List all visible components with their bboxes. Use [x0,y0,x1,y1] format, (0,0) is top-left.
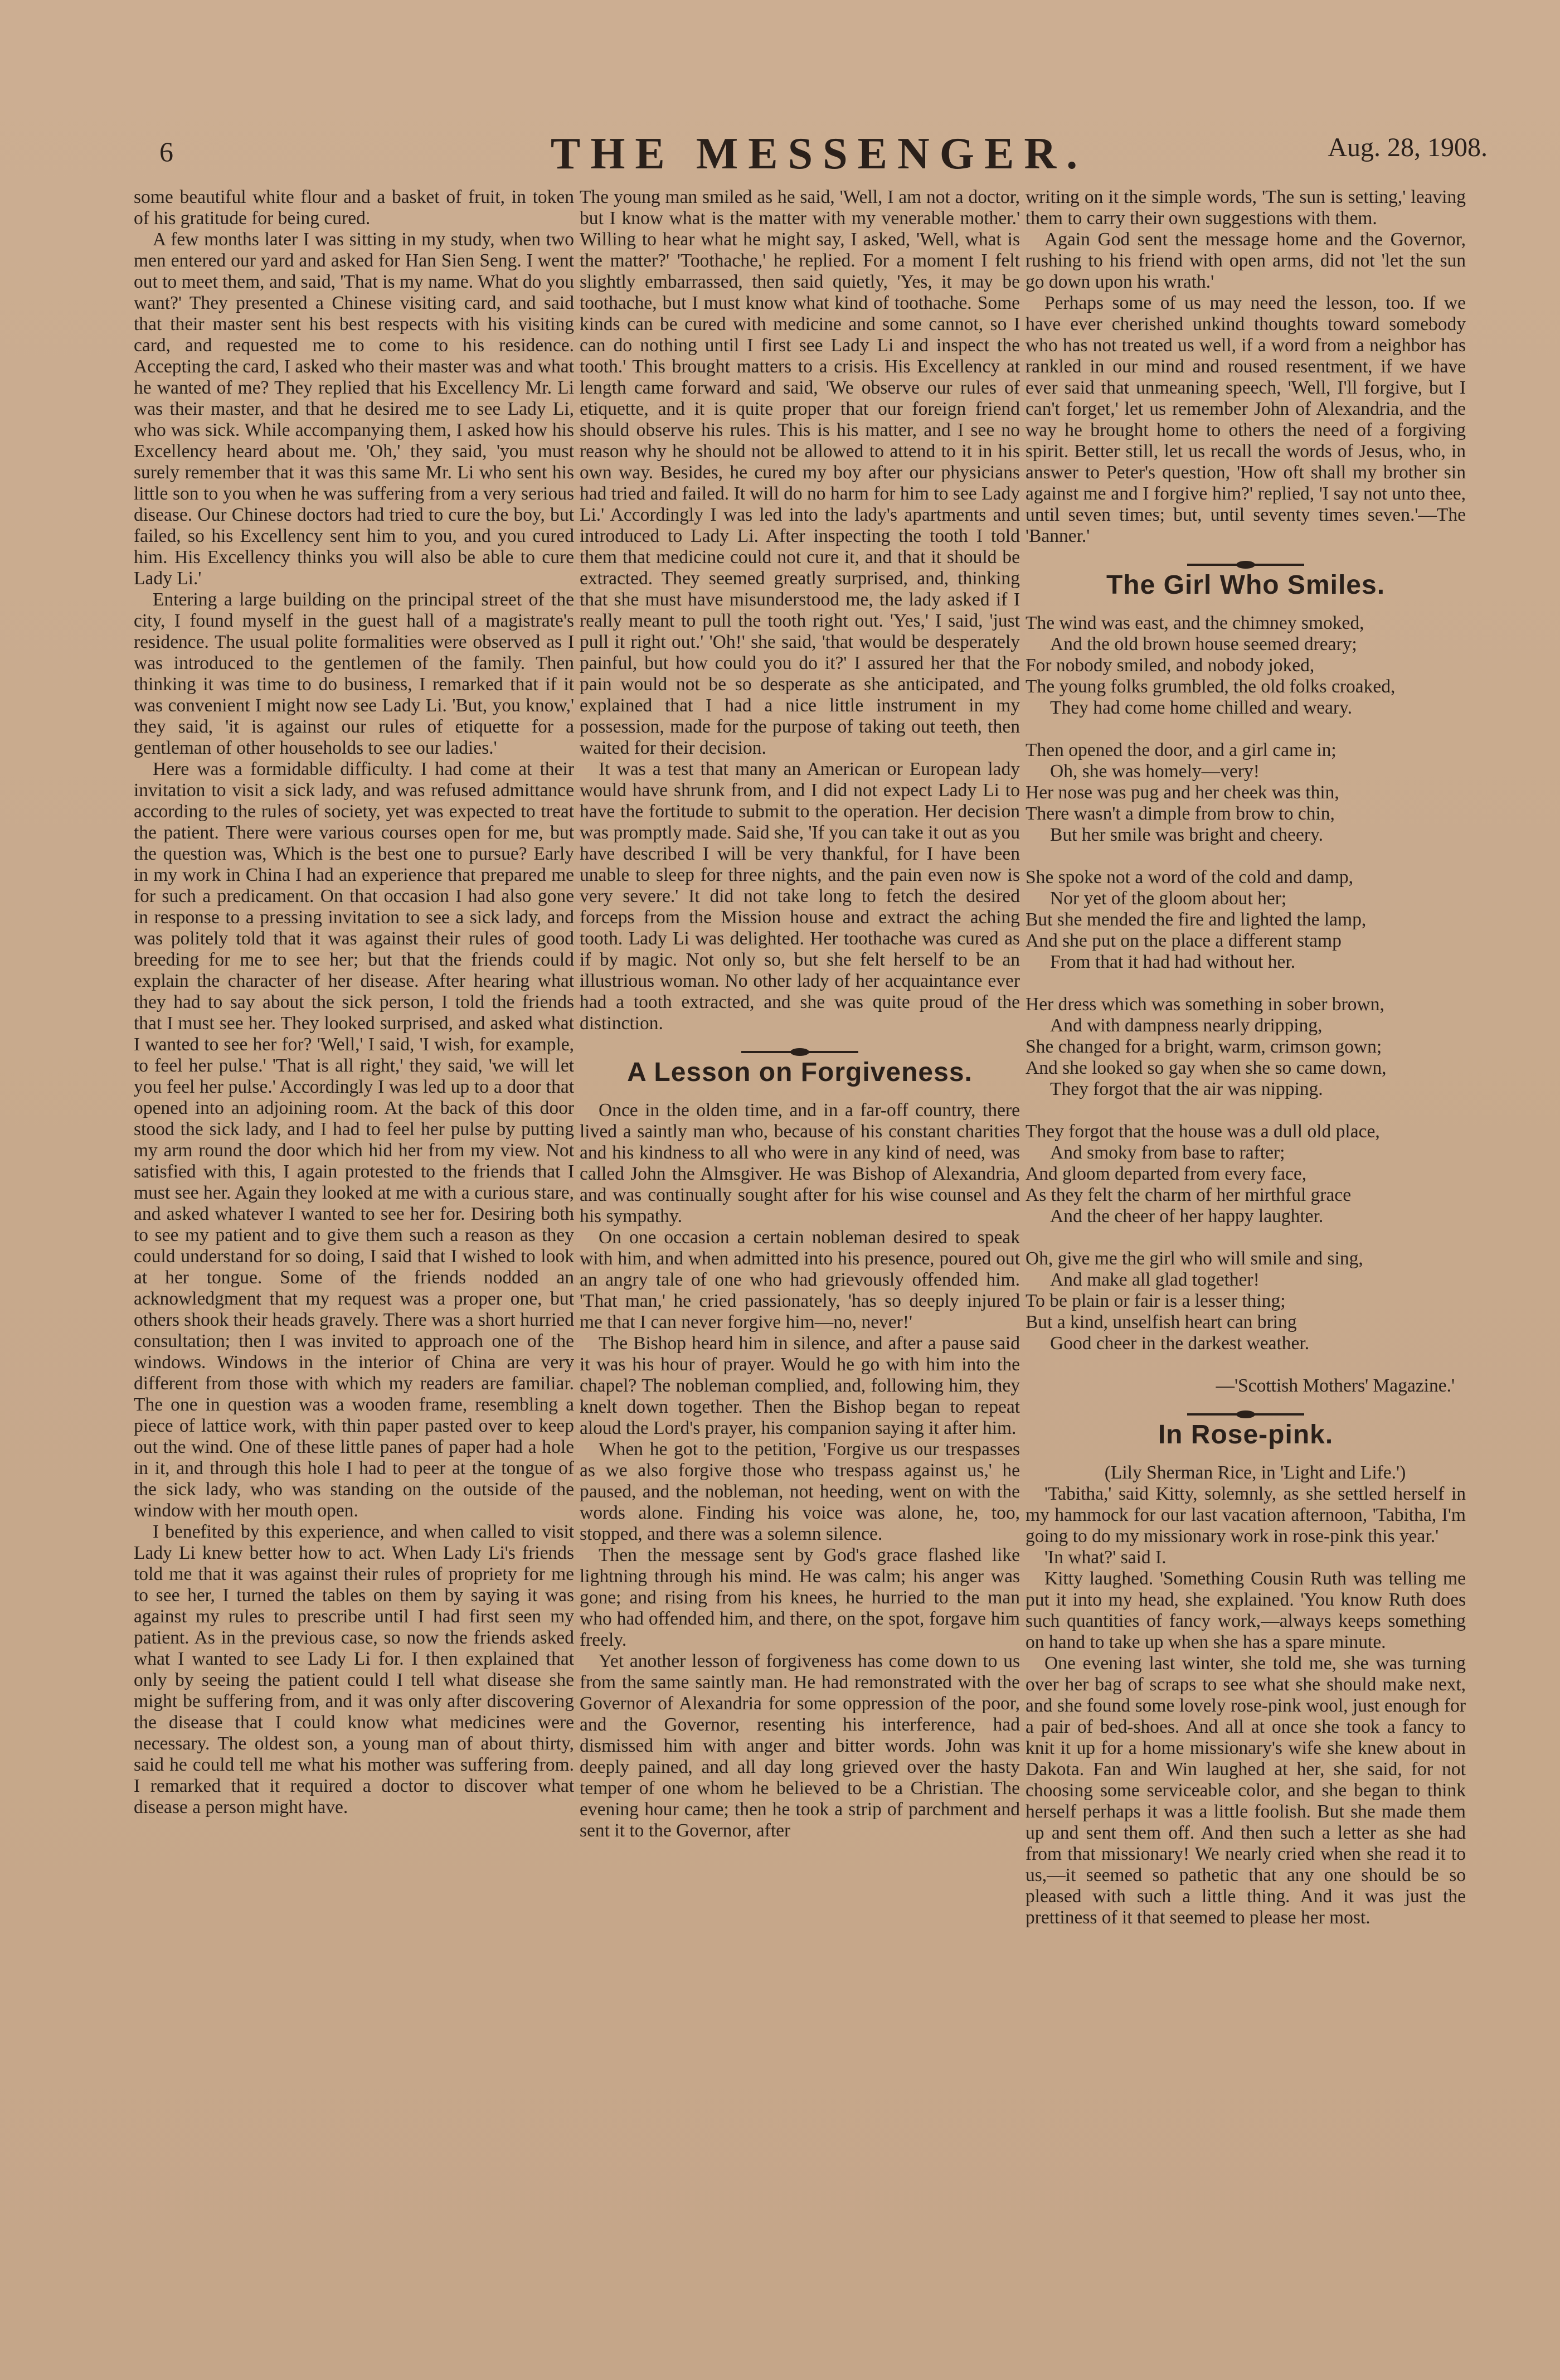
article-byline: (Lily Sherman Rice, in 'Light and Life.') [1104,1462,1406,1483]
article-paragraph: Again God sent the message home and the Governor, rushing to his friend with open arms, did not 'let the sun go down upon his wrath.' [1026,229,1466,292]
poem-line: From that it had had without her. [1050,952,1296,972]
poem-line: Her dress which was something in sober brown, [1026,994,1384,1015]
article-paragraph: The young man smiled as he said, 'Well, I am not a doctor, but I know what is the matter with my venerable mother.' Willing to hear what he might say, I asked, 'Well, what is the matter?' 'Toothache,' he replied. For a moment I felt slightly embarrassed, then said quietly, 'Yes, it may be toothache, but I must know what kind of toothache. Some kinds can be cured with medicine and some cannot, so I can do nothing until I first see Lady Li and inspect the tooth.' This brought matters to a crisis. His Excellency at length came forward and said, 'We observe our rules of etiquette, and it is quite proper that our foreign friend should observe his rules. This is his matter, and I see no reason why he should not be allowed to attend to it in his own way. Besides, he cured my boy after our physicians had tried and failed. It will do no harm for him to see Lady Li.' Accordingly I was led into the lady's apartments and introduced to Lady Li. After inspecting the tooth I told them that medicine could not cure it, and that it should be extracted. They seemed greatly surprised, and, thinking that she must have misunderstood me, the lady asked if I really meant to pull the tooth right out. 'Yes,' I said, 'just pull it right out.' 'Oh!' she said, 'that would be desperately painful, but how could you do it?' I assured her that the pain would not be so desperate as she anticipated, and explained that I had a nice little instrument in my possession, made for the purpose of taking out teeth, then waited for their decision. [580,187,1020,758]
article-paragraph: Yet another lesson of forgiveness has come down to us from the same saintly man. He had remonstrated with the Governor of Alexandria for some oppression of the poor, and the Governor, resenting his interference, had dismissed him with anger and bitter words. John was deeply pained, and all day long grieved over the hasty temper of one whom he believed to be a Christian. The evening hour came; then he took a strip of parchment and sent it to the Governor, after [580,1651,1020,1841]
poem-stanza [1026,613,1466,719]
article-paragraph: Kitty laughed. 'Something Cousin Ruth was telling me put it into my head, she explained. 'You know Ruth does such quantities of fancy work,—always keeps something on hand to take up when she has a spare minute. [1026,1568,1466,1652]
poem-line: She changed for a bright, warm, crimson gown; [1026,1036,1382,1057]
article-paragraph: A few months later I was sitting in my study, when two men entered our yard and asked for Han Sien Seng. I went out to meet them, and said, 'That is my name. What do you want?' They presented a Chinese visiting card, and said that their master sent his best respects with his visiting card, and requested me to come to his residence. Accepting the card, I asked who their master was and what he wanted of me? They replied that his Excellency Mr. Li was their master, and that he desired me to see Lady Li, who was sick. While accompanying them, I asked how his Excellency heard about me. 'Oh,' they said, 'you must surely remember that it was this same Mr. Li who sent his little son to you when he was suffering from a very serious disease. Our Chinese doctors had tried to cure the boy, but failed, so his Excellency sent him to you, and you cured him. His Excellency thinks you will also be able to cure Lady Li.' [134,229,574,589]
article-paragraph: On one occasion a certain nobleman desired to speak with him, and when admitted into his presence, poured out an angry tale of one who had grievously offended him. 'That man,' he cried passionately, 'has so deeply injured me that I can never forgive him—no, never!' [580,1227,1020,1332]
article-paragraph: Here was a formidable difficulty. I had come at their invitation to visit a sick lady, and was refused admittance according to the rules of society, yet was expected to treat the patient. There were various courses open for me, but the question was, Which is the best one to pursue? Early in my work in China I had an experience that prepared me for such a predicament. On that occasion I had also gone in response to a pressing invitation to see a sick lady, and was politely told that it was against their rules of good breeding for me to see her; but that the friends could explain the character of her disease. After hearing what they had to say about the sick person, I told the friends that I must see her. They looked surprised, and asked what I wanted to see her for? 'Well,' I said, 'I wish, for example, to feel her pulse.' 'That is all right,' they said, 'we will let you feel her pulse.' Accordingly I was led up to a door that opened into an adjoining room. At the back of this door stood the sick lady, and I had to feel her pulse by putting my arm round the door which hid her from my view. Not satisfied with this, I again protested to the friends that I must see her. Again they looked at me with a curious stare, and asked whatever I wanted to see her for. Desiring both to see my patient and to give them such a reason as they could understand for so doing, I said that I wished to look at her tongue. Some of the friends nodded an acknowledgment that my request was a proper one, but others shook their heads gravely. There was a short hurried consultation; then I was invited to approach one of the windows. Windows in the interior of China are very different from those with which my readers are familiar. The one in question was a wooden frame, resembling a piece of lattice work, with thin paper pasted over to keep out the wind. One of these little panes of paper had a hole in it, and through this hole I had to peer at the tongue of the sick lady, who was standing on the outside of the window with her mouth open. [134,759,574,1521]
poem-line: But a kind, unselfish heart can bring [1026,1312,1297,1332]
article-paragraph: Then the message sent by God's grace flashed like lightning through his mind. He was calm; his anger was gone; and rising from his knees, he hurried to the man who had offended him, and there, on the spot, forgave him freely. [580,1545,1020,1650]
article-paragraph: I benefited by this experience, and when called to visit Lady Li knew better how to act. When Lady Li's friends told me that it was against their rules of propriety for me to see her, I turned the tables on them by saying it was against my rules to prescribe until I had first seen my patient. As in the previous case, so now the friends asked what I wanted to see Lady Li for. I then explained that only by seeing the patient could I tell what disease she might be suffering from, and it was only after discovering the disease that I could know what medicines were necessary. The oldest son, a young man of about thirty, said he could tell me what his mother was suffering from. I remarked that it required a doctor to discover what disease a person might have. [134,1521,574,1817]
poem-line: But she mended the fire and lighted the lamp, [1026,909,1367,930]
page-header [150,125,1488,187]
poem-line: And gloom departed from every face, [1026,1164,1307,1184]
poem-line: And she put on the place a different stamp [1026,930,1342,951]
poem-stanza [1026,1121,1466,1227]
poem-line: There wasn't a dimple from brow to chin, [1026,803,1335,824]
poem-credit: —'Scottish Mothers' Magazine.' [1216,1375,1455,1396]
poem-line: Good cheer in the darkest weather. [1050,1333,1310,1354]
article-paragraph: When he got to the petition, 'Forgive us our trespasses as we also forgive those who trespass against us,' he paused, and the nobleman, not heeding, went on with the words alone. Finding his voice was alone, he, too, stopped, and there was a solemn silence. [580,1439,1020,1544]
issue-date: Aug. 28, 1908. [1328,133,1488,162]
poem-line: For nobody smiled, and nobody joked, [1026,655,1315,676]
poem-line: And with dampness nearly dripping, [1050,1015,1323,1036]
article-paragraph: some beautiful white flour and a basket of fruit, in token of his gratitude for being cured. [134,187,574,229]
poem-line: As they felt the charm of her mirthful grace [1026,1185,1352,1205]
masthead: THE MESSENGER. [550,129,1088,178]
poem-stanza [1026,1248,1466,1354]
poem-line: The wind was east, and the chimney smoked, [1026,613,1364,633]
poem-line: They had come home chilled and weary. [1050,697,1352,718]
poem [1026,613,1466,1354]
poem-title: The Girl Who Smiles. [1106,570,1386,600]
poem-line: Oh, she was homely—very! [1050,761,1260,782]
section-divider [1187,564,1304,566]
poem-stanza [1026,867,1466,973]
article-paragraph: Entering a large building on the principal street of the city, I found myself in the guest hall of a magistrate's residence. The usual polite formalities were observed as I was introduced to the gentlemen of the family. Then thinking it was time to do business, I remarked that if it was convenient I might now see Lady Li. 'But, you know,' they said, 'it is against our rules of etiquette for a gentleman of other households to see our ladies.' [134,589,574,758]
poem-line: And smoky from base to rafter; [1050,1142,1285,1163]
poem-line: She spoke not a word of the cold and damp, [1026,867,1353,888]
column-1 [134,187,574,2339]
poem-line: And the cheer of her happy laughter. [1050,1206,1324,1227]
poem-stanza [1026,740,1466,846]
article-paragraph: Once in the olden time, and in a far-off country, there lived a saintly man who, because of his constant charities and his kindness to all who were in any kind of need, was called John the Almsgiver. He was Bishop of Alexandria, and was continually sought after for his wise counsel and his sympathy. [580,1100,1020,1227]
article-paragraph: The Bishop heard him in silence, and after a pause said it was his hour of prayer. Would he go with him into the chapel? The nobleman complied, and, following him, they knelt down together. Then the Bishop began to repeat aloud the Lord's prayer, his companion saying it after him. [580,1333,1020,1438]
page-number: 6 [159,136,173,167]
section-divider [741,1051,858,1053]
poem-line: And the old brown house seemed dreary; [1050,634,1357,655]
poem-line: And she looked so gay when she so came down, [1026,1058,1387,1078]
article-paragraph: 'In what?' said I. [1044,1547,1167,1568]
poem-line: But her smile was bright and cheery. [1050,825,1323,845]
section-divider [1187,1413,1304,1416]
poem-line: Nor yet of the gloom about her; [1050,888,1287,909]
column-2 [580,187,1020,2339]
article-title-rose-pink: In Rose-pink. [1158,1420,1334,1450]
poem-line: Her nose was pug and her cheek was thin, [1026,782,1339,803]
poem-line: Then opened the door, and a girl came in; [1026,740,1337,760]
article-paragraph: 'Tabitha,' said Kitty, solemnly, as she settled herself in my hammock for our last vacation afternoon, 'Tabitha, I'm going to do my missionary work in rose-pink this year.' [1026,1484,1466,1547]
article-paragraph: It was a test that many an American or European lady would have shrunk from, and I did not expect Lady Li to have the fortitude to submit to the operation. Her decision was promptly made. Said she, 'If you can take it out as you have described I will be very thankful, for I have been unable to sleep for three nights, and the pain even now is very severe.' It did not take long to fetch the desired forceps from the Mission house and extract the aching tooth. Lady Li was delighted. Her toothache was cured as if by magic. Not only so, but she felt herself to be an illustrious woman. No other lady of her acquaintance ever had a tooth extracted, and she was quite proud of the distinction. [580,759,1020,1034]
poem-line: Oh, give me the girl who will smile and sing, [1026,1248,1363,1269]
article-paragraph: One evening last winter, she told me, she was turning over her bag of scraps to see what she should make next, and she found some lovely rose-pink wool, just enough for a pair of bed-shoes. And all at once she took a fancy to knit it up for a home missionary's wife she knew about in Dakota. Fan and Win laughed at her, she said, for not choosing some serviceable color, and she began to think herself perhaps it was a little foolish. But she made them up and sent them off. And then such a letter as she had from that missionary! We nearly cried when she read it to us,—it seemed so pathetic that any one should be so pleased with such a little thing. And it was just the prettiness of it that seemed to please her most. [1026,1653,1466,1928]
poem-line: And make all glad together! [1050,1269,1260,1290]
poem-stanza [1026,994,1466,1100]
column-3 [1026,187,1466,2339]
poem-line: The young folks grumbled, the old folks croaked, [1026,676,1396,697]
article-paragraph: Perhaps some of us may need the lesson, too. If we have ever cherished unkind thoughts toward somebody who has not treated us well, if a word from a neighbor has rankled in our mind and roused resentment, if we have ever said that unmeaning speech, 'Well, I'll forgive, but I can't forget,' let us remember John of Alexandria, and the way he brought home to others the need of a forgiving spirit. Better still, let us recall the words of Jesus, who, in answer to Peter's question, 'How oft shall my brother sin against me and I forgive him?' replied, 'I say not unto thee, until seven times; but, until seventy times seven.'—The 'Banner.' [1026,293,1466,546]
article-paragraph: writing on it the simple words, 'The sun is setting,' leaving them to carry their own suggestions with them. [1026,187,1466,229]
poem-line: They forgot that the air was nipping. [1050,1079,1323,1099]
poem-line: They forgot that the house was a dull old place, [1026,1121,1380,1142]
poem-line: To be plain or fair is a lesser thing; [1026,1291,1286,1311]
article-title-forgiveness: A Lesson on Forgiveness. [627,1058,973,1087]
